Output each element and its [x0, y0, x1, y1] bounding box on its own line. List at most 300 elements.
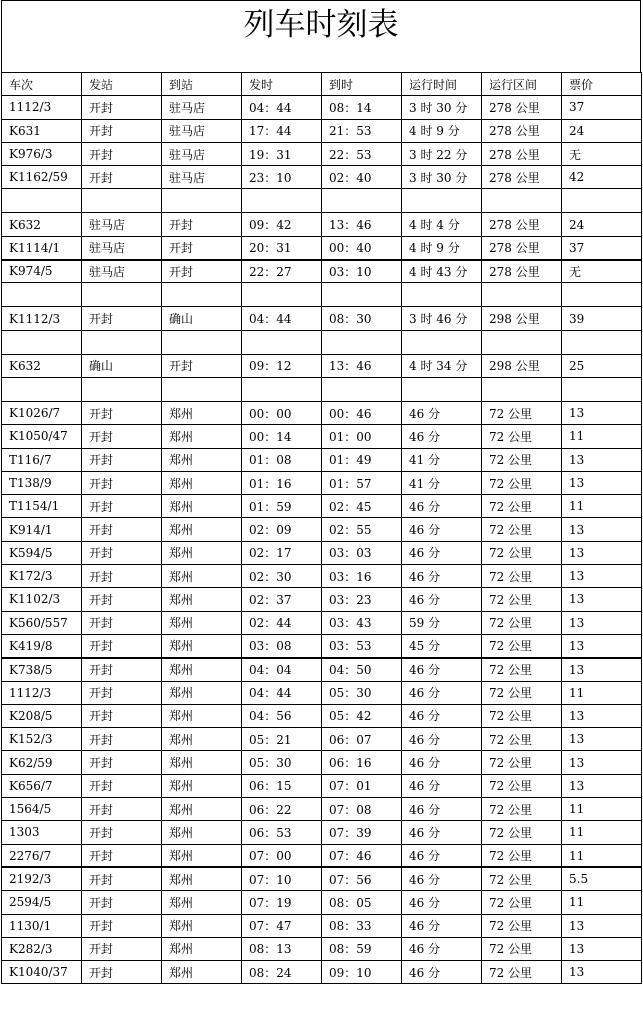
- cell-distance: 72 公里: [482, 634, 562, 657]
- table-row: [2, 891, 642, 914]
- empty-cell: [322, 377, 402, 401]
- cell-arrive: 22：53: [322, 142, 402, 165]
- cell-train-no: K1112/3: [2, 307, 82, 330]
- cell-to: 郑州: [162, 448, 242, 471]
- cell-train-no: K1102/3: [2, 588, 82, 611]
- cell-fare: 13: [562, 634, 642, 657]
- cell-fare: 13: [562, 541, 642, 564]
- empty-cell: [402, 283, 482, 307]
- cell-train-no: K152/3: [2, 728, 82, 751]
- cell-duration: 59 分: [402, 611, 482, 634]
- empty-cell: [562, 189, 642, 213]
- cell-to: 郑州: [162, 634, 242, 657]
- cell-depart: 02：30: [242, 565, 322, 588]
- cell-fare: 37: [562, 96, 642, 119]
- cell-depart: 04：04: [242, 658, 322, 681]
- cell-fare: 11: [562, 495, 642, 518]
- cell-arrive: 02：45: [322, 495, 402, 518]
- cell-to: 郑州: [162, 611, 242, 634]
- cell-depart: 08：24: [242, 961, 322, 984]
- cell-train-no: K1162/59: [2, 166, 82, 189]
- cell-distance: 72 公里: [482, 541, 562, 564]
- cell-depart: 20：31: [242, 236, 322, 259]
- cell-duration: 4 时 9 分: [402, 236, 482, 259]
- empty-cell: [402, 377, 482, 401]
- cell-fare: 13: [562, 565, 642, 588]
- table-row: [2, 495, 642, 518]
- cell-train-no: K172/3: [2, 565, 82, 588]
- table-row: [2, 937, 642, 960]
- cell-from: 开封: [82, 142, 162, 165]
- cell-distance: 72 公里: [482, 704, 562, 727]
- cell-fare: 13: [562, 704, 642, 727]
- cell-to: 郑州: [162, 798, 242, 821]
- cell-duration: 46 分: [402, 728, 482, 751]
- cell-fare: 5.5: [562, 867, 642, 890]
- empty-cell: [162, 283, 242, 307]
- cell-arrive: 01：00: [322, 425, 402, 448]
- cell-distance: 72 公里: [482, 728, 562, 751]
- cell-from: 开封: [82, 821, 162, 844]
- cell-arrive: 05：42: [322, 704, 402, 727]
- cell-depart: 04：56: [242, 704, 322, 727]
- cell-train-no: K1114/1: [2, 236, 82, 259]
- cell-depart: 04：44: [242, 681, 322, 704]
- table-row: [2, 751, 642, 774]
- table-row: [2, 611, 642, 634]
- cell-fare: 39: [562, 307, 642, 330]
- cell-depart: 04：44: [242, 307, 322, 330]
- cell-from: 开封: [82, 798, 162, 821]
- cell-train-no: K560/557: [2, 611, 82, 634]
- cell-from: 开封: [82, 751, 162, 774]
- timetable-sheet: [1, 0, 641, 984]
- cell-distance: 72 公里: [482, 844, 562, 867]
- cell-from: 开封: [82, 914, 162, 937]
- cell-duration: 45 分: [402, 634, 482, 657]
- cell-fare: 13: [562, 471, 642, 494]
- cell-distance: 72 公里: [482, 821, 562, 844]
- cell-depart: 08：13: [242, 937, 322, 960]
- cell-from: 开封: [82, 704, 162, 727]
- cell-distance: 72 公里: [482, 914, 562, 937]
- empty-cell: [2, 189, 82, 213]
- cell-depart: 01：59: [242, 495, 322, 518]
- cell-to: 开封: [162, 236, 242, 259]
- cell-train-no: K632: [2, 354, 82, 377]
- cell-duration: 3 时 46 分: [402, 307, 482, 330]
- cell-to: 驻马店: [162, 96, 242, 119]
- cell-duration: 46 分: [402, 518, 482, 541]
- cell-distance: 72 公里: [482, 937, 562, 960]
- empty-cell: [482, 377, 562, 401]
- cell-from: 开封: [82, 448, 162, 471]
- empty-cell: [562, 330, 642, 354]
- table-row: [2, 213, 642, 236]
- cell-duration: 46 分: [402, 914, 482, 937]
- cell-fare: 13: [562, 588, 642, 611]
- cell-to: 郑州: [162, 937, 242, 960]
- cell-fare: 无: [562, 260, 642, 283]
- cell-fare: 24: [562, 119, 642, 142]
- cell-from: 开封: [82, 937, 162, 960]
- cell-train-no: K208/5: [2, 704, 82, 727]
- cell-distance: 72 公里: [482, 611, 562, 634]
- cell-depart: 02：17: [242, 541, 322, 564]
- cell-from: 开封: [82, 166, 162, 189]
- empty-cell: [162, 377, 242, 401]
- empty-cell: [2, 377, 82, 401]
- cell-train-no: K1040/37: [2, 961, 82, 984]
- cell-to: 郑州: [162, 495, 242, 518]
- empty-cell: [82, 330, 162, 354]
- cell-duration: 4 时 4 分: [402, 213, 482, 236]
- cell-train-no: 2192/3: [2, 867, 82, 890]
- cell-depart: 05：30: [242, 751, 322, 774]
- cell-to: 郑州: [162, 844, 242, 867]
- table-row: [2, 728, 642, 751]
- cell-distance: 72 公里: [482, 471, 562, 494]
- table-row: [2, 354, 642, 377]
- cell-arrive: 03：23: [322, 588, 402, 611]
- cell-to: 郑州: [162, 401, 242, 424]
- header-to: 到站: [162, 73, 242, 96]
- table-row: [2, 867, 642, 890]
- cell-arrive: 03：53: [322, 634, 402, 657]
- cell-train-no: K974/5: [2, 260, 82, 283]
- cell-duration: 46 分: [402, 844, 482, 867]
- cell-distance: 278 公里: [482, 236, 562, 259]
- cell-to: 郑州: [162, 541, 242, 564]
- cell-arrive: 00：40: [322, 236, 402, 259]
- cell-arrive: 07：39: [322, 821, 402, 844]
- cell-train-no: K976/3: [2, 142, 82, 165]
- cell-depart: 01：16: [242, 471, 322, 494]
- empty-cell: [322, 330, 402, 354]
- cell-fare: 13: [562, 751, 642, 774]
- cell-distance: 278 公里: [482, 96, 562, 119]
- cell-duration: 46 分: [402, 541, 482, 564]
- table-row: [2, 681, 642, 704]
- cell-distance: 72 公里: [482, 495, 562, 518]
- cell-arrive: 08：05: [322, 891, 402, 914]
- cell-train-no: K62/59: [2, 751, 82, 774]
- header-row: [2, 73, 642, 96]
- cell-fare: 11: [562, 681, 642, 704]
- cell-distance: 72 公里: [482, 681, 562, 704]
- cell-arrive: 01：49: [322, 448, 402, 471]
- cell-to: 郑州: [162, 821, 242, 844]
- empty-cell: [482, 283, 562, 307]
- empty-cell: [242, 283, 322, 307]
- cell-fare: 24: [562, 213, 642, 236]
- cell-duration: 3 时 30 分: [402, 166, 482, 189]
- cell-arrive: 13：46: [322, 354, 402, 377]
- cell-distance: 72 公里: [482, 425, 562, 448]
- cell-duration: 46 分: [402, 658, 482, 681]
- cell-distance: 278 公里: [482, 142, 562, 165]
- cell-arrive: 07：46: [322, 844, 402, 867]
- cell-to: 确山: [162, 307, 242, 330]
- cell-duration: 3 时 22 分: [402, 142, 482, 165]
- cell-fare: 37: [562, 236, 642, 259]
- header-distance: 运行区间: [482, 73, 562, 96]
- cell-depart: 06：53: [242, 821, 322, 844]
- header-from: 发站: [82, 73, 162, 96]
- cell-from: 驻马店: [82, 213, 162, 236]
- cell-distance: 298 公里: [482, 307, 562, 330]
- cell-train-no: 2276/7: [2, 844, 82, 867]
- cell-distance: 278 公里: [482, 119, 562, 142]
- cell-from: 开封: [82, 867, 162, 890]
- blank-row: [2, 189, 642, 213]
- cell-to: 驻马店: [162, 119, 242, 142]
- cell-duration: 4 时 43 分: [402, 260, 482, 283]
- empty-cell: [162, 189, 242, 213]
- cell-distance: 278 公里: [482, 260, 562, 283]
- empty-cell: [242, 377, 322, 401]
- cell-duration: 46 分: [402, 681, 482, 704]
- cell-depart: 07：47: [242, 914, 322, 937]
- empty-cell: [322, 283, 402, 307]
- cell-fare: 13: [562, 961, 642, 984]
- cell-to: 郑州: [162, 891, 242, 914]
- table-row: [2, 401, 642, 424]
- cell-duration: 46 分: [402, 401, 482, 424]
- cell-depart: 07：10: [242, 867, 322, 890]
- table-row: [2, 236, 642, 259]
- cell-duration: 4 时 9 分: [402, 119, 482, 142]
- cell-from: 开封: [82, 518, 162, 541]
- cell-depart: 01：08: [242, 448, 322, 471]
- cell-depart: 02：09: [242, 518, 322, 541]
- cell-duration: 3 时 30 分: [402, 96, 482, 119]
- table-row: [2, 704, 642, 727]
- empty-cell: [242, 189, 322, 213]
- cell-depart: 22：27: [242, 260, 322, 283]
- cell-train-no: 1303: [2, 821, 82, 844]
- cell-duration: 41 分: [402, 471, 482, 494]
- cell-arrive: 07：08: [322, 798, 402, 821]
- table-row: [2, 471, 642, 494]
- cell-duration: 46 分: [402, 704, 482, 727]
- cell-distance: 298 公里: [482, 354, 562, 377]
- empty-cell: [242, 330, 322, 354]
- cell-to: 郑州: [162, 867, 242, 890]
- cell-train-no: K1026/7: [2, 401, 82, 424]
- empty-cell: [562, 377, 642, 401]
- cell-depart: 09：12: [242, 354, 322, 377]
- cell-to: 郑州: [162, 914, 242, 937]
- cell-arrive: 13：46: [322, 213, 402, 236]
- cell-fare: 25: [562, 354, 642, 377]
- cell-duration: 46 分: [402, 798, 482, 821]
- table-row: [2, 798, 642, 821]
- cell-distance: 72 公里: [482, 565, 562, 588]
- header-depart: 发时: [242, 73, 322, 96]
- cell-arrive: 04：50: [322, 658, 402, 681]
- cell-depart: 02：44: [242, 611, 322, 634]
- empty-cell: [402, 189, 482, 213]
- cell-from: 确山: [82, 354, 162, 377]
- empty-cell: [162, 330, 242, 354]
- cell-train-no: K1050/47: [2, 425, 82, 448]
- cell-arrive: 00：46: [322, 401, 402, 424]
- cell-duration: 46 分: [402, 867, 482, 890]
- cell-fare: 11: [562, 891, 642, 914]
- cell-to: 郑州: [162, 961, 242, 984]
- cell-from: 开封: [82, 634, 162, 657]
- empty-cell: [482, 189, 562, 213]
- cell-to: 郑州: [162, 751, 242, 774]
- cell-from: 开封: [82, 728, 162, 751]
- cell-arrive: 03：10: [322, 260, 402, 283]
- cell-train-no: K419/8: [2, 634, 82, 657]
- cell-arrive: 02：55: [322, 518, 402, 541]
- cell-duration: 41 分: [402, 448, 482, 471]
- table-row: [2, 658, 642, 681]
- cell-to: 郑州: [162, 518, 242, 541]
- cell-from: 开封: [82, 307, 162, 330]
- table-row: [2, 307, 642, 330]
- cell-from: 驻马店: [82, 260, 162, 283]
- cell-depart: 03：08: [242, 634, 322, 657]
- cell-depart: 19：31: [242, 142, 322, 165]
- cell-arrive: 02：40: [322, 166, 402, 189]
- cell-from: 开封: [82, 119, 162, 142]
- table-row: [2, 565, 642, 588]
- empty-cell: [82, 377, 162, 401]
- cell-distance: 72 公里: [482, 401, 562, 424]
- cell-fare: 13: [562, 728, 642, 751]
- cell-arrive: 03：16: [322, 565, 402, 588]
- cell-distance: 72 公里: [482, 891, 562, 914]
- cell-fare: 无: [562, 142, 642, 165]
- empty-cell: [402, 330, 482, 354]
- cell-to: 郑州: [162, 588, 242, 611]
- table-row: [2, 166, 642, 189]
- table-row: [2, 914, 642, 937]
- cell-duration: 46 分: [402, 821, 482, 844]
- cell-from: 驻马店: [82, 236, 162, 259]
- cell-arrive: 08：14: [322, 96, 402, 119]
- cell-from: 开封: [82, 471, 162, 494]
- cell-duration: 46 分: [402, 751, 482, 774]
- cell-from: 开封: [82, 844, 162, 867]
- cell-depart: 09：42: [242, 213, 322, 236]
- blank-row: [2, 377, 642, 401]
- cell-depart: 07：00: [242, 844, 322, 867]
- table-row: [2, 142, 642, 165]
- cell-to: 郑州: [162, 658, 242, 681]
- blank-row: [2, 330, 642, 354]
- cell-fare: 13: [562, 937, 642, 960]
- page-title: 列车时刻表: [1, 0, 641, 72]
- cell-duration: 46 分: [402, 425, 482, 448]
- table-row: [2, 119, 642, 142]
- cell-arrive: 09：10: [322, 961, 402, 984]
- cell-fare: 11: [562, 798, 642, 821]
- table-row: [2, 448, 642, 471]
- cell-arrive: 21：53: [322, 119, 402, 142]
- cell-depart: 05：21: [242, 728, 322, 751]
- cell-distance: 72 公里: [482, 588, 562, 611]
- cell-fare: 11: [562, 844, 642, 867]
- cell-depart: 00：00: [242, 401, 322, 424]
- cell-arrive: 06：07: [322, 728, 402, 751]
- cell-to: 郑州: [162, 471, 242, 494]
- cell-depart: 06：22: [242, 798, 322, 821]
- cell-fare: 11: [562, 425, 642, 448]
- cell-arrive: 05：30: [322, 681, 402, 704]
- cell-to: 郑州: [162, 728, 242, 751]
- header-fare: 票价: [562, 73, 642, 96]
- cell-duration: 46 分: [402, 565, 482, 588]
- cell-from: 开封: [82, 495, 162, 518]
- cell-fare: 42: [562, 166, 642, 189]
- cell-from: 开封: [82, 425, 162, 448]
- cell-to: 郑州: [162, 774, 242, 797]
- cell-from: 开封: [82, 565, 162, 588]
- cell-to: 郑州: [162, 425, 242, 448]
- cell-fare: 13: [562, 914, 642, 937]
- table-row: [2, 96, 642, 119]
- cell-arrive: 07：56: [322, 867, 402, 890]
- cell-distance: 72 公里: [482, 658, 562, 681]
- cell-train-no: K282/3: [2, 937, 82, 960]
- cell-depart: 17：44: [242, 119, 322, 142]
- cell-to: 郑州: [162, 565, 242, 588]
- cell-from: 开封: [82, 611, 162, 634]
- cell-fare: 13: [562, 611, 642, 634]
- cell-fare: 13: [562, 658, 642, 681]
- cell-arrive: 08：59: [322, 937, 402, 960]
- table-row: [2, 821, 642, 844]
- cell-duration: 46 分: [402, 588, 482, 611]
- cell-train-no: 2594/5: [2, 891, 82, 914]
- cell-train-no: K632: [2, 213, 82, 236]
- cell-from: 开封: [82, 681, 162, 704]
- table-row: [2, 844, 642, 867]
- cell-train-no: K631: [2, 119, 82, 142]
- cell-to: 开封: [162, 354, 242, 377]
- empty-cell: [82, 189, 162, 213]
- cell-arrive: 07：01: [322, 774, 402, 797]
- cell-to: 驻马店: [162, 142, 242, 165]
- table-row: [2, 541, 642, 564]
- cell-to: 郑州: [162, 704, 242, 727]
- cell-duration: 46 分: [402, 495, 482, 518]
- empty-cell: [322, 189, 402, 213]
- table-row: [2, 260, 642, 283]
- cell-duration: 46 分: [402, 937, 482, 960]
- cell-arrive: 03：03: [322, 541, 402, 564]
- cell-duration: 46 分: [402, 774, 482, 797]
- cell-from: 开封: [82, 588, 162, 611]
- cell-duration: 46 分: [402, 891, 482, 914]
- empty-cell: [562, 283, 642, 307]
- cell-arrive: 08：33: [322, 914, 402, 937]
- cell-distance: 278 公里: [482, 213, 562, 236]
- cell-depart: 04：44: [242, 96, 322, 119]
- cell-fare: 11: [562, 821, 642, 844]
- cell-train-no: K594/5: [2, 541, 82, 564]
- cell-distance: 72 公里: [482, 961, 562, 984]
- cell-fare: 13: [562, 401, 642, 424]
- cell-to: 开封: [162, 260, 242, 283]
- cell-depart: 06：15: [242, 774, 322, 797]
- cell-fare: 13: [562, 448, 642, 471]
